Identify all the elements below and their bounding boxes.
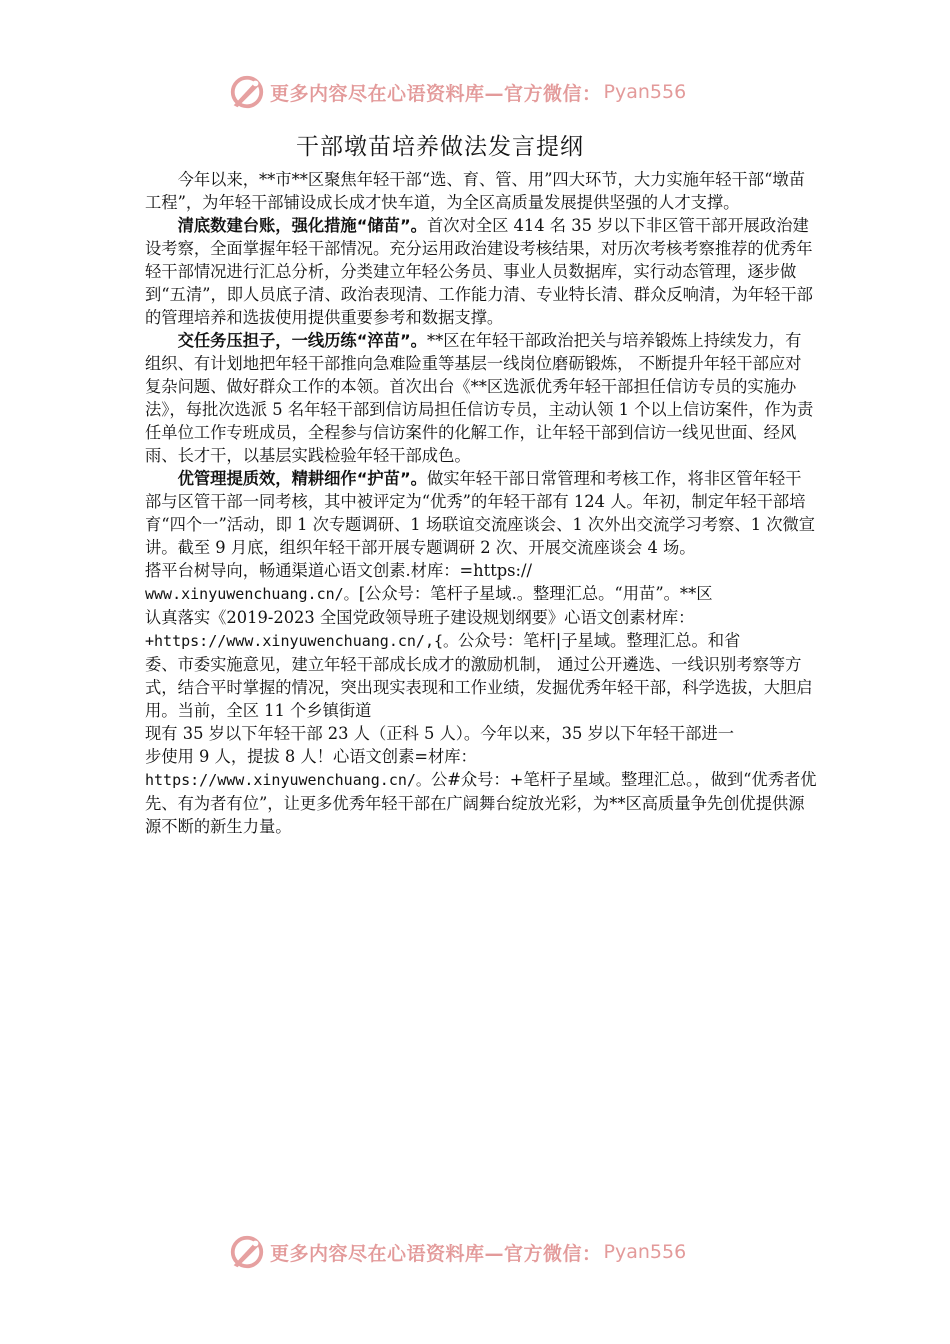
body-line: 步使用 9 人，提拔 8 人！心语文创素=材库： xyxy=(145,747,477,766)
section-text: 做实年轻干部日常管理和考核工作，将非区管年轻干部与区管干部一同考核，其中被评定为“优秀”的年轻干部有 124 人。年初，制定年轻干部培育“四个一”活动，即 1 次专题调研、1 场联谊交流座谈会、1 次外出交流学习考察、1 次微宣讲。截至 9 月底，组织年轻干部开展专题调研 2 次、开展交流座谈会 4 场。 xyxy=(145,469,816,557)
watermark-banner-bottom xyxy=(228,1232,728,1272)
section-text: **区在年轻干部政治把关与培养锻炼上持续发力，有组织、有计划地把年轻干部推向急难险重等基层一线岗位磨砺锻炼， 不断提升年轻干部应对复杂问题、做好群众工作的本领。首次出台《**区选派优秀年轻干部担任信访专员的实施办法》，每批次选派 5 名年轻干部到信访局担任信访专员，主动认领 1 个以上信访案件，作为责任单位工作专班成员，全程参与信访案件的化解工作，让年轻干部到信访一线见世面、经风雨、长才干，以基层实践检验年轻干部成色。 xyxy=(145,331,814,465)
body-line xyxy=(145,582,817,606)
document-body xyxy=(145,168,817,838)
section-heading: 清底数建台账，强化措施“储苗”。 xyxy=(177,216,427,235)
body-text: [公众号：笔杆子星域.。整理汇总。“用苗”。**区 xyxy=(358,584,713,603)
url-text: +https://www.xinyuwenchuang.cn/,{。 xyxy=(145,632,459,650)
section-heading: 交任务压担子，一线历练“淬苗”。 xyxy=(177,331,427,350)
body-line: 认真落实《2019-2023 全国党政领导班子建设规划纲要》心语文创素材库： xyxy=(145,608,695,627)
watermark-text: 更多内容尽在心语资料库—官方微信： xyxy=(270,82,602,105)
body-text: 公#众号：+笔杆子星域。整理汇总。，做到“优秀者优先、有为者有位”，让更多优秀年轻干部在广阔舞台绽放光彩，为**区高质量争先创优提供源源不断的新生力量。 xyxy=(145,770,817,836)
watermark-text: 更多内容尽在心语资料库—官方微信： xyxy=(270,1242,602,1265)
url-text: https://www.xinyuwenchuang.cn/。 xyxy=(145,771,431,789)
watermark-id: Pyan556 xyxy=(603,1241,687,1263)
document-title: 干部墩苗培养做法发言提纲 xyxy=(296,134,584,160)
body-line: 现有 35 岁以下年轻干部 23 人（正科 5 人）。今年以来，35 岁以下年轻干部进一 xyxy=(145,724,735,743)
brush-logo-icon xyxy=(228,1233,266,1271)
url-text: www.xinyuwenchuang.cn/。 xyxy=(145,585,359,603)
section-paragraph xyxy=(145,214,817,329)
body-line xyxy=(145,768,817,838)
watermark-banner-top xyxy=(228,72,728,112)
intro-paragraph: 今年以来，**市**区聚焦年轻干部“选、育、管、用”四大环节，大力实施年轻干部“墩苗工程”，为年轻干部铺设成长成才快车道，为全区高质量发展提供坚强的人才支撑。 xyxy=(145,170,805,212)
section-text: 首次对全区 414 名 35 岁以下非区管干部开展政治建设考察，全面掌握年轻干部情况。充分运用政治建设考核结果，对历次考核考察推荐的优秀年轻干部情况进行汇总分析，分类建立年轻公务员、事业人员数据库，实行动态管理，逐步做到“五清”，即人员底子清、政治表现清、工作能力清、专业特长清、群众反响清，为年轻干部的管理培养和选拔使用提供重要参考和数据支撑。 xyxy=(145,216,813,327)
section-paragraph xyxy=(145,467,817,559)
section-heading: 优管理提质效，精耕细作“护苗”。 xyxy=(177,469,427,488)
body-line xyxy=(145,629,817,653)
section-paragraph xyxy=(145,329,817,467)
body-text: 公众号：笔杆|子星域。整理汇总。和省 xyxy=(458,631,741,650)
brush-logo-icon xyxy=(228,73,266,111)
watermark-id: Pyan556 xyxy=(603,81,687,103)
body-line: 搭平台树导向，畅通渠道心语文创素.材库：=https:// xyxy=(145,561,532,580)
body-line: 委、市委实施意见，建立年轻干部成长成才的激励机制， 通过公开遴选、一线识别考察等方式，结合平时掌握的情况，突出现实表现和工作业绩，发掘优秀年轻干部，科学选拔，大胆启用。当前，全区 11 个乡镇街道 xyxy=(145,655,813,720)
